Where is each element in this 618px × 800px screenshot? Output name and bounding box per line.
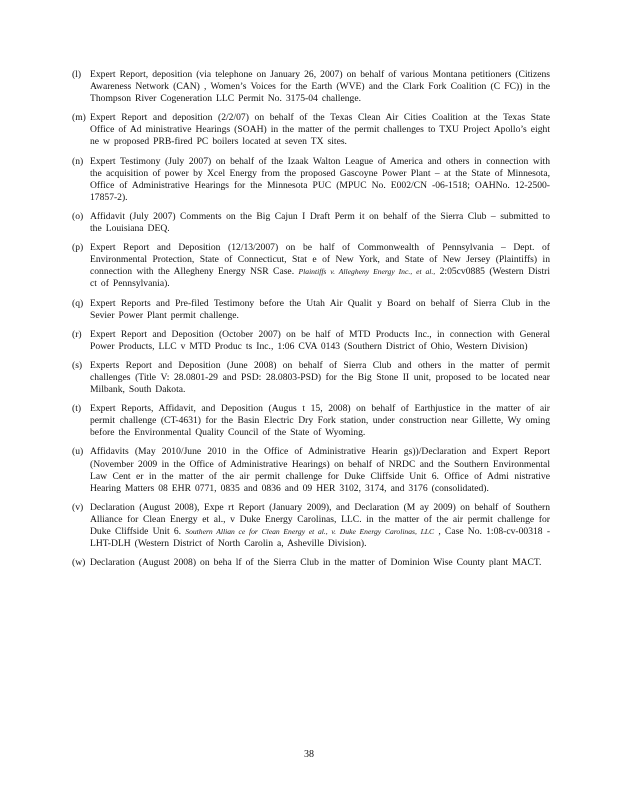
list-item (72, 557, 550, 569)
item-marker: (q) (72, 297, 84, 309)
item-marker: (s) (72, 359, 83, 371)
item-text: Affidavits (May 2010/June 2010 in the Office of Administrative Hearin gs))/Declaration and Expert Report (November 2009 in the Office of Administrative Hearings) on behalf of NRDC and the Southern Environmental Law Cent er in the matter of the air permit challenge for Duke Cliffside Unit 6. Office of Admi nistrative Hearing Matters 08 EHR 0771, 0835 and 0836 and 09 HER 3102, 3174, and 3176 (consolidated). (90, 446, 550, 494)
item-text: Affidavit (July 2007) Comments on the Big Cajun I Draft Perm it on behalf of the Sierra Club – submitted to the Louisiana DEQ. (90, 210, 550, 235)
list-item (72, 403, 550, 439)
list-item (72, 502, 550, 550)
list-item (72, 211, 550, 235)
item-marker: (p) (72, 242, 84, 254)
item-text: Expert Report and Deposition (12/13/2007) on be half of Commonwealth of Pennsylvania – Dept. of Environmental Protection, State of Connecticut, Stat e of New York, and State of New Jersey (Plaintiffs) in connection with the Allegheny Energy NSR Case. Plaintiffs v. Allegheny Energy Inc., et al., 2:05cv0885 (Western Distri ct of Pennsylvania). (90, 242, 551, 290)
list-item (72, 360, 550, 396)
list-item (72, 298, 550, 322)
item-text: Declaration (August 2008), Expe rt Report (January 2009), and Declaration (M ay 2009) on behalf of Southern Alliance for Clean Energy et al., v Duke Energy Carolinas, LLC. in the matter of the air permit challenge for Duke Cliffside Unit 6. Southern Allian ce for Clean Energy et al., v. Duke Energy Carolinas, LLC , Case No. 1:08-cv-00318 -LHT-DLH (Western District of North Carolin a, Asheville Division). (90, 501, 551, 550)
item-marker: (v) (72, 501, 84, 513)
list-item (72, 156, 550, 204)
case-citation: Southern Allian ce for Clean Energy et al., v. Duke Energy Carolinas, LLC (185, 527, 435, 536)
item-text: Expert Reports and Pre-filed Testimony before the Utah Air Qualit y Board on behalf of Sierra Club in the Sevier Power Plant permit challenge. (90, 297, 550, 321)
item-text: Experts Report and Deposition (June 2008) on behalf of Sierra Club and others in the matter of permit challenges (Title V: 28.0801-29 and PSD: 28.0803-PSD) for the Big Stone II unit, proposed to be located near Milbank, South Dakota. (90, 359, 550, 396)
item-marker: (w) (72, 557, 86, 569)
item-marker: (m) (72, 112, 86, 124)
item-marker: (o) (72, 210, 84, 222)
item-text: Declaration (August 2008) on beha lf of the Sierra Club in the matter of Dominion Wise County plant MACT. (90, 557, 542, 569)
item-marker: (u) (72, 446, 84, 458)
page-number: 38 (304, 749, 314, 760)
list-item (72, 446, 550, 494)
list-item (72, 69, 550, 105)
item-marker: (r) (72, 328, 82, 340)
item-marker: (l) (72, 69, 82, 80)
list-item (72, 112, 550, 148)
list-item (72, 242, 550, 290)
case-citation: Plaintiffs v. Allegheny Energy Inc., et al., (298, 267, 436, 277)
item-text: Expert Reports, Affidavit, and Deposition (Augus t 15, 2008) on behalf of Earthjustice in the matter of air permit challenge (CT-4631) for the Basin Electric Dry Fork station, under construction near Gillette, Wy oming before the Environmental Quality Council of the State of Wyoming. (90, 403, 550, 439)
item-text: Expert Testimony (July 2007) on behalf of the Izaak Walton League of America and others in connection with the acquisition of power by Xcel Energy from the proposed Gascoyne Power Plant – at the State of Minnesota, Office of Administrative Hearings for the Minnesota PUC (MPUC No. E002/CN -06-1518; OAHNo. 12-2500-17857-2). (90, 155, 550, 203)
item-text: Expert Report and deposition (2/2/07) on behalf of the Texas Clean Air Cities Coalition at the Texas State Office of Ad ministrative Hearings (SOAH) in the matter of the permit challenges to TXU Project Apollo’s eight ne w proposed PRB-fired PC boilers located at seven TX sites. (90, 112, 550, 148)
testimony-list (72, 69, 550, 576)
list-item (72, 329, 550, 353)
item-text: Expert Report and Deposition (October 2007) on be half of MTD Products Inc., in connection with General Power Products, LLC v MTD Produc ts Inc., 1:06 CVA 0143 (Southern District of Ohio, Western Division) (90, 328, 550, 352)
item-marker: (t) (72, 403, 82, 415)
item-marker: (n) (72, 155, 84, 167)
item-text: Expert Report, deposition (via telephone on January 26, 2007) on behalf of various Montana petitioners (Citizens Awareness Network (CAN) , Women’s Voices for the Earth (WVE) and the Clark Fork Coalition (C FC)) in the Thompson River Cogeneration LLC Permit No. 3175-04 challenge. (90, 69, 550, 105)
